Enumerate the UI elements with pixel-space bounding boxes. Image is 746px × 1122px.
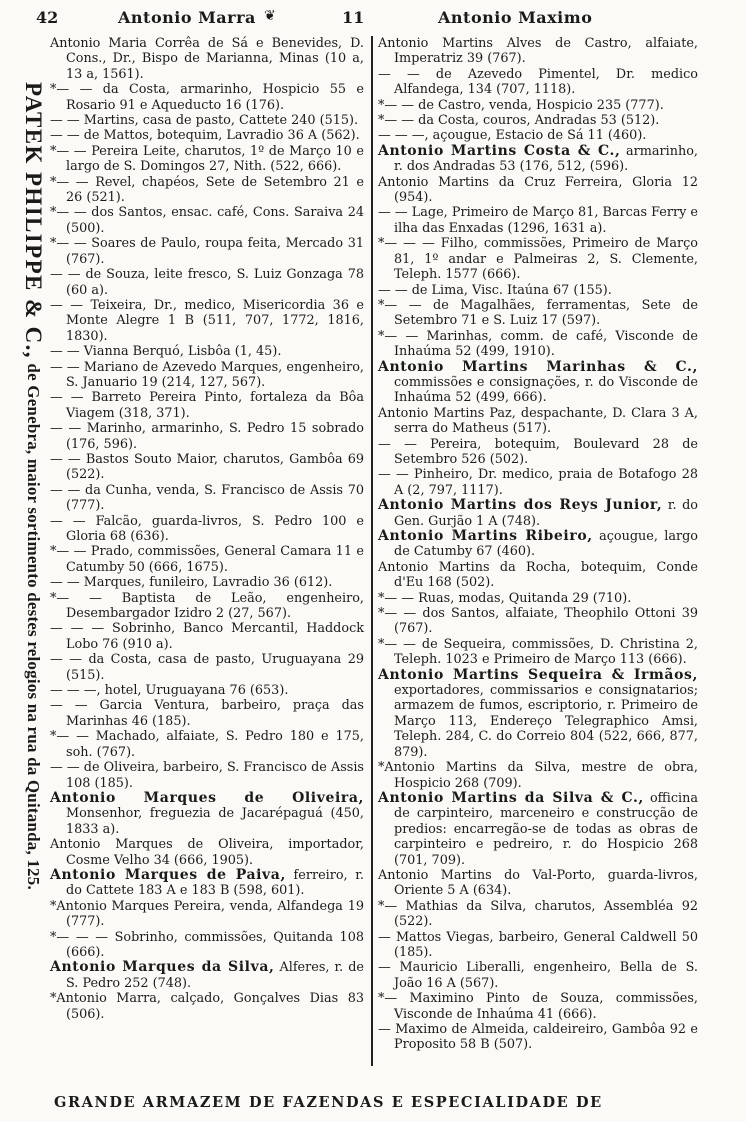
directory-entry (378, 668, 698, 760)
directory-entry (378, 637, 698, 668)
entry-text: Alferes, r. de S. Pedro 252 (748). (66, 960, 364, 991)
directory-entry (50, 683, 364, 698)
directory-entry (50, 791, 364, 837)
entry-text: — — de Mattos, botequim, Lavradio 36 A (562). (50, 128, 360, 144)
directory-entry (378, 360, 698, 406)
entry-text: — Mauricio Liberalli, engenheiro, Bella de S. João 16 A (567). (378, 960, 698, 991)
directory-entry (50, 514, 364, 545)
entry-text: Antonio Martins do Val-Porto, guarda-livros, Oriente 5 A (634). (378, 867, 698, 899)
directory-entry (50, 575, 364, 590)
left-running-head: Antonio Marra (118, 8, 256, 27)
vertical-advertisement (20, 82, 46, 890)
header-ornament: ❦ (264, 8, 276, 24)
directory-entry (50, 591, 364, 622)
entry-text: *Antonio Marra, calçado, Gonçalves Dias 83 (506). (50, 991, 364, 1022)
entry-text: — — Falcão, guarda-livros, S. Pedro 100 e Gloria 68 (636). (50, 513, 364, 544)
right-running-head: Antonio Maximo (438, 8, 593, 27)
directory-entry (50, 298, 364, 344)
directory-entry (378, 67, 698, 98)
directory-entry (378, 205, 698, 236)
entry-text: *— — da Costa, couros, Andradas 53 (512). (378, 113, 660, 129)
footer-advertisement: GRANDE ARMAZEM DE FAZENDAS E ESPECIALIDADE DE (54, 1094, 603, 1111)
directory-entry (378, 1022, 698, 1053)
directory-entry (378, 437, 698, 468)
entry-text: — — Pinheiro, Dr. medico, praia de Botafogo 28 A (2, 797, 1117). (378, 467, 698, 498)
directory-entry (378, 128, 698, 143)
directory-entry (378, 329, 698, 360)
directory-entry (50, 236, 364, 267)
entry-text: Antonio Martins Alves de Castro, alfaiate, Imperatriz 39 (767). (378, 36, 698, 67)
entry-text: *— Maximino Pinto de Souza, commissões, Visconde de Inhaúma 41 (666). (378, 991, 698, 1022)
entry-text: — — Mariano de Azevedo Marques, engenheiro, S. Januario 19 (214, 127, 567). (50, 359, 364, 390)
directory-entry (50, 760, 364, 791)
running-header (36, 8, 706, 34)
entry-text: *— — de Sequeira, commissões, D. Christina 2, Teleph. 1023 e Primeiro de Março 113 (666). (378, 636, 698, 668)
entry-text: — — Martins, casa de pasto, Cattete 240 (515). (50, 113, 359, 129)
entry-text: *— — de Magalhães, ferramentas, Sete de Setembro 71 e S. Luiz 17 (597). (378, 297, 698, 329)
directory-entry (50, 837, 364, 868)
entry-text: armarinho, r. dos Andradas 53 (176, 512, (596). (394, 143, 699, 175)
directory-entry (50, 82, 364, 113)
entry-text: — — Marinho, armarinho, S. Pedro 15 sobrado (176, 596). (50, 421, 364, 452)
directory-entry (378, 406, 698, 437)
entry-text: *— — Marinhas, comm. de café, Visconde de Inhaúma 52 (499, 1910). (378, 328, 698, 360)
entry-text: — — Teixeira, Dr., medico, Misericordia 36 e Monte Alegre 1 B (511, 707, 1772, 1816, 1830). (50, 297, 364, 344)
directory-entry (378, 606, 698, 637)
right-column (378, 36, 698, 1053)
entry-firm-name: Antonio Marques de Paiva, (50, 866, 286, 883)
entry-text: Antonio Martins da Cruz Ferreira, Gloria 12 (954). (378, 174, 698, 206)
entry-text: — — Pereira, botequim, Boulevard 28 de Setembro 526 (502). (378, 436, 698, 467)
directory-entry (50, 360, 364, 391)
directory-entry (378, 144, 698, 175)
directory-entry (378, 760, 698, 791)
entry-text: Antonio Martins Paz, despachante, D. Clara 3 A, serra do Matheus (517). (378, 405, 698, 437)
directory-entry (50, 991, 364, 1022)
directory-entry (378, 98, 698, 113)
directory-entry (378, 899, 698, 930)
directory-entry (378, 991, 698, 1022)
entry-firm-name: Antonio Martins Marinhas & C., (378, 358, 698, 375)
entry-text: — — Bastos Souto Maior, charutos, Gambôa 69 (522). (50, 451, 364, 483)
directory-entry (50, 144, 364, 175)
entry-text: — — — Sobrinho, Banco Mercantil, Haddock Lobo 76 (910 a). (50, 621, 364, 652)
entry-text: — — —, açougue, Estacio de Sá 11 (460). (378, 128, 647, 144)
entry-text: *— — dos Santos, alfaiate, Theophilo Ottoni 39 (767). (378, 606, 698, 637)
advert-brand: PATEK PHILIPPE & C., (21, 82, 46, 359)
entry-text: *— — Pereira Leite, charutos, 1º de Março 10 e largo de S. Domingos 27, Nith. (522, 666). (50, 143, 364, 175)
column-marker: 11 (342, 8, 365, 27)
entry-text: *— — Ruas, modas, Quitanda 29 (710). (378, 590, 632, 606)
entry-text: — Mattos Viegas, barbeiro, General Caldwell 50 (185). (378, 929, 698, 960)
entry-text: *— — de Castro, venda, Hospicio 235 (777). (378, 97, 664, 113)
directory-entry (378, 960, 698, 991)
entry-text: — — Garcia Ventura, barbeiro, praça das Marinhas 46 (185). (50, 698, 364, 729)
entry-text: açougue, largo de Catumby 67 (460). (394, 529, 698, 560)
entry-text: — — Vianna Berquó, Lisbôa (1, 45). (50, 344, 282, 360)
entry-text: *— — Prado, commissões, General Camara 11 e Catumby 50 (666, 1675). (50, 544, 364, 575)
directory-entry (50, 390, 364, 421)
directory-entry (378, 868, 698, 899)
directory-entry (378, 560, 698, 591)
entry-text: commissões e consignações, r. do Visconde de Inhaúma 52 (499, 666). (394, 374, 698, 406)
directory-entry (378, 498, 698, 529)
entry-text: *— — Machado, alfaiate, S. Pedro 180 e 175, soh. (767). (50, 729, 364, 760)
entry-text: — — de Azevedo Pimentel, Dr. medico Alfandega, 134 (707, 1118). (378, 66, 698, 98)
entry-firm-name: Antonio Martins Costa & C., (378, 142, 621, 159)
advert-text: de Genebra, maior sortimento destes relogios na rua da Quitanda, 125. (24, 358, 43, 890)
directory-entry (50, 175, 364, 206)
entry-text: exportadores, commissarios e consignatarios; armazem de fumos, escriptorio, r. Primeiro de Março 113, Endereço Telegraphico Amsi, Teleph. 284, C. do Correio 804 (522, 666, 877, 879). (394, 683, 698, 760)
directory-entry (50, 344, 364, 359)
page-number: 42 (36, 8, 59, 27)
entry-firm-name: Antonio Martins Sequeira & Irmãos, (378, 666, 698, 683)
entry-text: *— — da Costa, armarinho, Hospicio 55 e Rosario 91 e Aqueducto 16 (176). (50, 82, 364, 113)
directory-entry (378, 113, 698, 128)
directory-entry (50, 205, 364, 236)
directory-entry (50, 113, 364, 128)
entry-text: *— — — Sobrinho, commissões, Quitanda 108 (666). (50, 929, 364, 960)
entry-text: — — —, hotel, Uruguayana 76 (653). (50, 683, 289, 699)
directory-entry (378, 591, 698, 606)
entry-text: r. do Gen. Gurjão 1 A (748). (394, 498, 698, 529)
entry-text: *— — — Filho, commissões, Primeiro de Março 81, 1º andar e Palmeiras 2, S. Clemente, Teleph. 1577 (666). (378, 236, 698, 283)
directory-entry (50, 698, 364, 729)
directory-entry (378, 467, 698, 498)
directory-entry (50, 868, 364, 899)
directory-entry (50, 128, 364, 143)
directory-entry (50, 483, 364, 514)
directory-entry (378, 236, 698, 282)
directory-entry (50, 652, 364, 683)
directory-entry (378, 791, 698, 868)
entry-text: *— — dos Santos, ensac. café, Cons. Saraiva 24 (500). (50, 205, 364, 236)
directory-entry (50, 36, 364, 82)
directory-entry (378, 175, 698, 206)
entry-text: Antonio Marques de Oliveira, importador, Cosme Velho 34 (666, 1905). (50, 837, 364, 868)
entry-text: — Maximo de Almeida, caldeireiro, Gambôa 92 e Proposito 58 B (507). (378, 1022, 698, 1053)
entry-text: — — Lage, Primeiro de Março 81, Barcas Ferry e ilha das Enxadas (1296, 1631 a). (378, 205, 698, 236)
directory-entry (50, 960, 364, 991)
directory-entry (50, 899, 364, 930)
directory-entry (50, 421, 364, 452)
entry-text: *— — Baptista de Leão, engenheiro, Desembargador Izidro 2 (27, 567). (50, 590, 364, 622)
directory-entry (50, 930, 364, 961)
directory-entry (378, 36, 698, 67)
directory-entry (378, 298, 698, 329)
entry-text: *Antonio Marques Pereira, venda, Alfandega 19 (777). (50, 898, 364, 930)
entry-text: — — Barreto Pereira Pinto, fortaleza da Bôa Viagem (318, 371). (50, 390, 364, 421)
entry-text: — — de Lima, Visc. Itaúna 67 (155). (378, 282, 612, 298)
entry-text: ferreiro, r. do Cattete 183 A e 183 B (598, 601). (66, 867, 364, 899)
entry-text: *— — Soares de Paulo, roupa feita, Mercado 31 (767). (50, 236, 364, 267)
directory-entry (50, 621, 364, 652)
left-column (50, 36, 364, 1022)
entry-text: *— Mathias da Silva, charutos, Assembléa 92 (522). (378, 898, 698, 930)
entry-text: — — Marques, funileiro, Lavradio 36 (612). (50, 575, 333, 591)
directory-entry (378, 283, 698, 298)
directory-entry (50, 452, 364, 483)
directory-entry (50, 267, 364, 298)
entry-firm-name: Antonio Marques da Silva, (50, 959, 275, 976)
entry-firm-name: Antonio Martins da Silva & C., (378, 789, 644, 806)
entry-text: — — da Costa, casa de pasto, Uruguayana 29 (515). (50, 652, 364, 683)
entry-text: Monsenhor, freguezia de Jacarépaguá (450, 1833 a). (66, 806, 364, 837)
directory-entry (50, 544, 364, 575)
entry-firm-name: Antonio Martins dos Reys Junior, (378, 497, 663, 514)
entry-text: *— — Revel, chapéos, Sete de Setembro 21 e 26 (521). (50, 174, 364, 206)
entry-text: — — da Cunha, venda, S. Francisco de Assis 70 (777). (50, 482, 364, 514)
directory-entry (50, 729, 364, 760)
entry-text: *Antonio Martins da Silva, mestre de obra, Hospicio 268 (709). (378, 760, 698, 791)
entry-text: — — de Oliveira, barbeiro, S. Francisco de Assis 108 (185). (50, 760, 364, 791)
column-divider (371, 36, 373, 1066)
entry-text: Antonio Martins da Rocha, botequim, Conde d'Eu 168 (502). (378, 559, 698, 591)
entry-firm-name: Antonio Martins Ribeiro, (378, 528, 593, 544)
entry-text: Antonio Maria Corrêa de Sá e Benevides, D. Cons., Dr., Bispo de Marianna, Minas (10 a, 13 a, 1561). (50, 36, 364, 82)
entry-text: — — de Souza, leite fresco, S. Luiz Gonzaga 78 (60 a). (50, 267, 364, 298)
directory-entry (378, 930, 698, 961)
entry-text: officina de carpinteiro, marceneiro e construcção de predios: encarregão-se de todas as obras de carpinteiro e pedreiro, r. do Hospicio 268 (701, 709). (394, 790, 698, 868)
directory-entry (378, 529, 698, 560)
entry-firm-name: Antonio Marques de Oliveira, (50, 789, 364, 806)
